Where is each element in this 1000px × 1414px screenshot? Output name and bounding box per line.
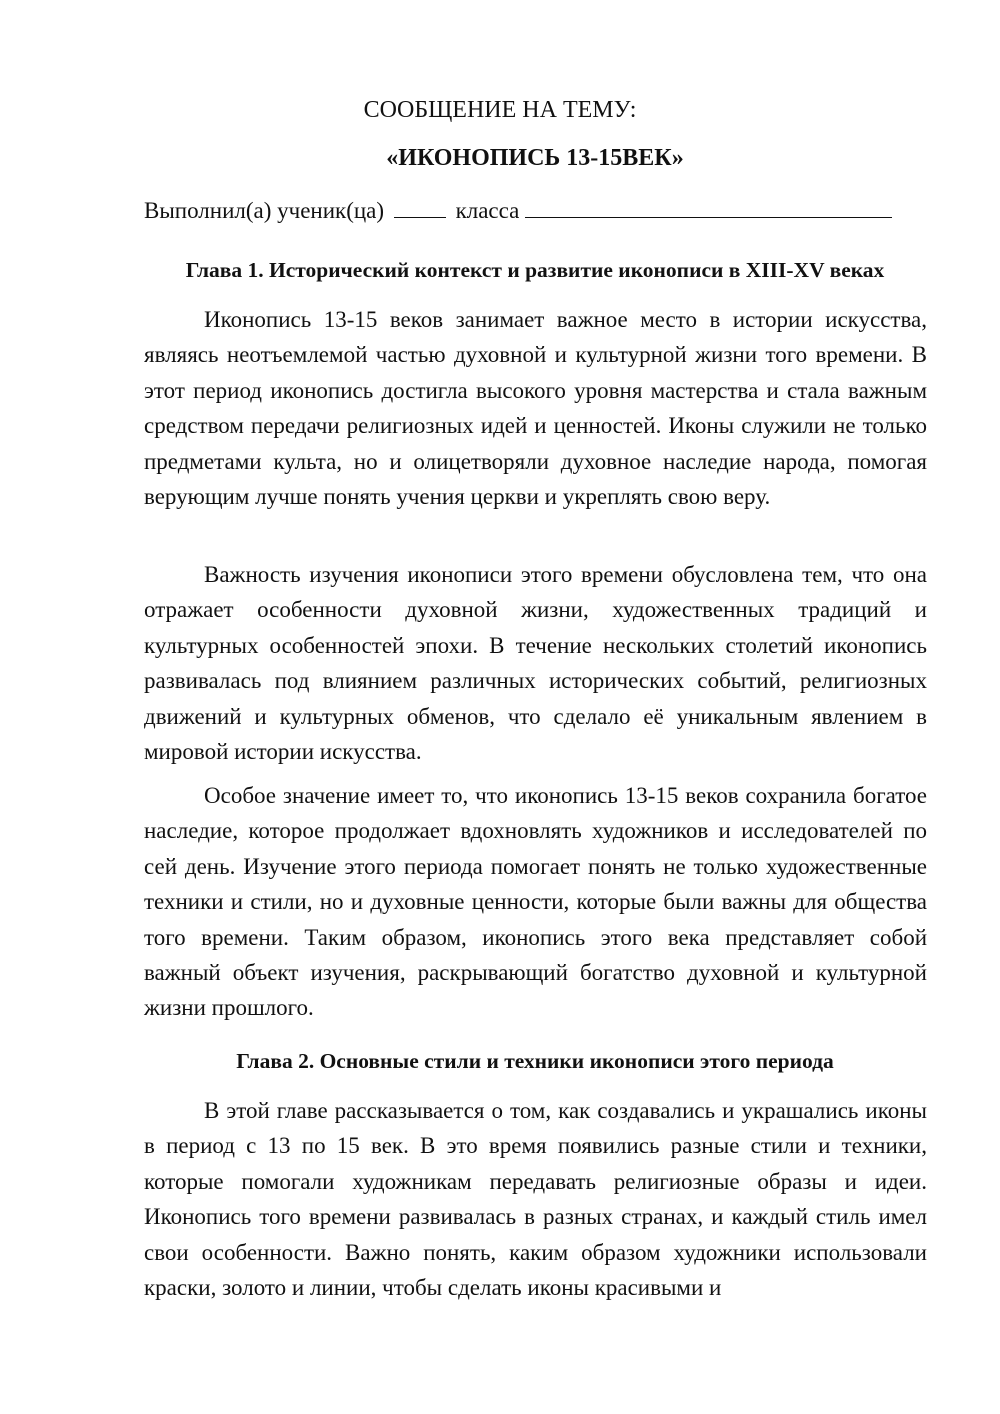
heading-topic-label: СООБЩЕНИЕ НА ТЕМУ: [363,97,637,123]
author-prefix: Выполнил(а) ученик(ца) [144,198,385,223]
chapter-2-title: Глава 2. Основные стили и техники иконописи этого периода [236,1049,834,1073]
heading-topic-title: «ИКОНОПИСЬ 13-15ВЕК» [386,145,684,171]
class-name-blank [525,197,892,218]
chapter-1-title: Глава 1. Исторический контекст и развитие иконописи в XIII-XV веках [185,258,885,282]
class-number-blank [394,197,446,218]
class-word: класса [455,198,520,223]
author-line [144,196,934,226]
chapter-1-paragraph: Иконопись 13-15 веков занимает важное место в истории искусства, являясь неотъемлемой частью духовной и культурной жизни того времени. В этот период иконопись достигла высокого уровня мастерства и стала важным средством передачи религиозных идей и ценностей. Иконы служили не только предметами культа, но и олицетворяли духовное наследие народа, помогая верующим лучше понять учения церкви и укреплять свою веру. [144,307,927,510]
chapter-1-paragraph: Важность изучения иконописи этого времени обусловлена тем, что она отражает особенности духовной жизни, художественных традиций и культурных особенностей эпохи. В течение нескольких столетий иконопись развивалась под влиянием различных исторических событий, религиозных движений и культурных обменов, что сделало её уникальным явлением в мировой истории искусства. [144,562,927,765]
chapter-1-paragraph: Особое значение имеет то, что иконопись 13-15 веков сохранила богатое наследие, которое продолжает вдохновлять художников и исследователей по сей день. Изучение этого периода помогает понять не только художественные техники и стили, но и духовные ценности, которые были важны для общества того времени. Таким образом, иконопись этого века представляет собой важный объект изучения, раскрывающий богатство духовной и культурной жизни прошлого. [144,783,927,1021]
chapter-2-paragraph: В этой главе рассказывается о том, как создавались и украшались иконы в период с 13 по 15 век. В это время появились разные стили и техники, которые помогали художникам передавать религиозные образы и идеи. Иконопись того времени развивалась в разных странах, и каждый стиль имел свои особенности. Важно понять, каким образом художники использовали краски, золото и линии, чтобы сделать иконы красивыми и [144,1098,927,1301]
